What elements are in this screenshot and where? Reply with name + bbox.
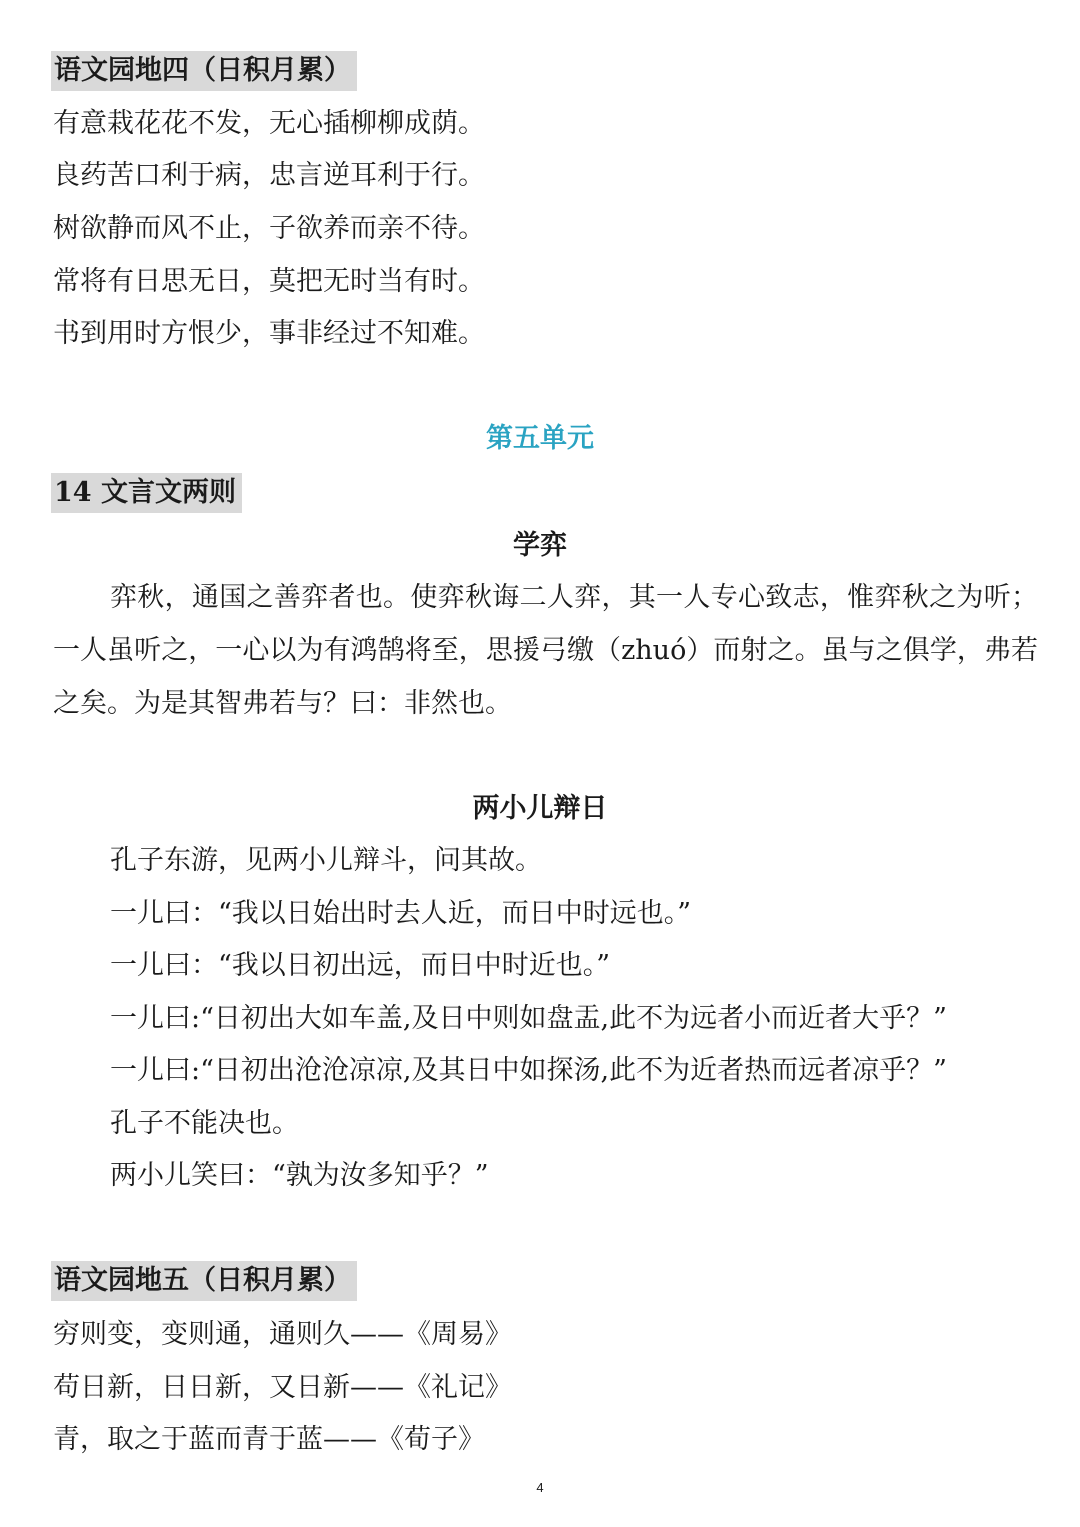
text-two-line-1: 孔子东游，见两小儿辩斗，问其故。 <box>110 845 542 876</box>
text-two-line-7: 两小儿笑曰：“孰为汝多知乎？” <box>110 1160 489 1191</box>
section-four-line-3: 树欲静而风不止，子欲养而亲不待。 <box>53 213 485 244</box>
section-four-heading: 语文园地四（日积月累） <box>51 51 357 91</box>
text-two-line-3: 一儿曰：“我以日初出远，而日中时近也。” <box>110 950 611 981</box>
text-two-line-5: 一儿曰:“日初出沧沧凉凉,及其日中如探汤,此不为近者热而远者凉乎？” <box>110 1055 947 1086</box>
section-five-heading: 语文园地五（日积月累） <box>51 1261 357 1301</box>
text-one-title: 学弈 <box>513 530 567 561</box>
section-four-line-1: 有意栽花花不发，无心插柳柳成荫。 <box>53 108 485 139</box>
section-five-line-3: 青，取之于蓝而青于蓝——《荀子》 <box>53 1424 485 1455</box>
text-two-line-6: 孔子不能决也。 <box>110 1108 299 1139</box>
section-five-line-1: 穷则变，变则通，通则久——《周易》 <box>53 1319 512 1350</box>
lesson-heading: 14 文言文两则 <box>51 473 242 513</box>
section-four-line-5: 书到用时方恨少，事非经过不知难。 <box>53 318 485 349</box>
text-two-line-2: 一儿曰：“我以日始出时去人近，而日中时远也。” <box>110 898 692 929</box>
section-four-line-4: 常将有日思无日，莫把无时当有时。 <box>53 266 485 297</box>
page-number: 4 <box>536 1480 544 1495</box>
text-two-title: 两小儿辩日 <box>472 793 608 824</box>
unit-title: 第五单元 <box>486 423 594 454</box>
text-two-line-4: 一儿曰:“日初出大如车盖,及日中则如盘盂,此不为远者小而近者大乎？” <box>110 1003 947 1034</box>
text-one-paragraph: 弈秋，通国之善弈者也。使弈秋诲二人弈，其一人专心致志，惟弈秋之为听；一人虽听之，一心以为有鸿鹄将至，思援弓缴（zhuó）而射之。虽与之俱学，弗若之矣。为是其智弗若与？曰：非然也。 <box>53 582 1038 719</box>
section-four-line-2: 良药苦口利于病，忠言逆耳利于行。 <box>53 160 485 191</box>
section-five-line-2: 苟日新，日日新，又日新——《礼记》 <box>53 1372 512 1403</box>
